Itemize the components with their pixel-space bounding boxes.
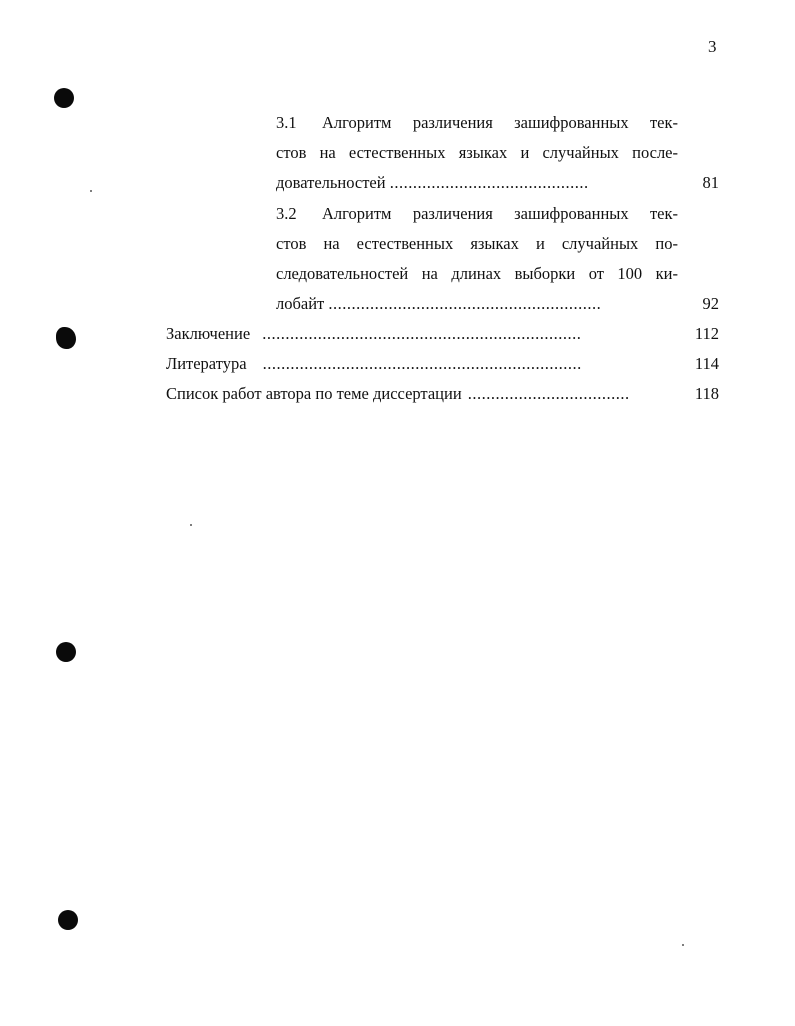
toc-3-2-line-2 — [276, 233, 678, 255]
toc-word: языках — [458, 143, 508, 162]
toc-word: зашифрованных — [514, 113, 629, 132]
binder-hole — [56, 327, 76, 349]
toc-word: стов — [276, 234, 307, 253]
toc-word: тек- — [649, 204, 678, 223]
toc-3-2-line-3 — [276, 263, 678, 285]
toc-word: по- — [655, 234, 678, 253]
toc-literature-title: Литература — [166, 354, 247, 373]
scan-speck — [682, 944, 684, 946]
toc-word: лобайт — [276, 294, 325, 313]
toc-literature-page: 114 — [694, 354, 719, 373]
toc-3-2-page: 92 — [702, 294, 719, 313]
scan-speck — [90, 190, 92, 192]
toc-leader-dots: ................................... — [467, 384, 630, 403]
toc-3-2-number: 3.2 — [276, 204, 297, 223]
toc-word: на — [319, 143, 336, 162]
toc-word: случайных — [542, 143, 619, 162]
toc-conclusion-line — [166, 323, 678, 345]
toc-word: стов — [276, 143, 307, 162]
toc-works-title: Список работ автора по теме диссертации — [166, 384, 462, 403]
toc-3-2-line-1 — [276, 203, 678, 225]
toc-word: тек- — [649, 113, 678, 132]
binder-hole — [54, 88, 74, 108]
toc-leader-dots: ........................................................... — [328, 294, 602, 313]
toc-word: выборки — [514, 264, 576, 283]
toc-3-1-page: 81 — [702, 173, 719, 192]
toc-word: от — [588, 264, 604, 283]
toc-word: и — [535, 234, 545, 253]
toc-leader-dots: ..................................................................... — [262, 324, 582, 343]
toc-word: 100 — [617, 264, 643, 283]
toc-word: на — [323, 234, 340, 253]
toc-word: довательностей — [276, 173, 386, 192]
toc-word: длинах — [451, 264, 502, 283]
toc-word: случайных — [561, 234, 639, 253]
toc-3-2-line-4 — [276, 293, 678, 315]
toc-word: естественных — [348, 143, 446, 162]
toc-works-line — [166, 383, 678, 405]
toc-conclusion-title: Заключение — [166, 324, 251, 343]
toc-leader-dots: ........................................... — [389, 173, 589, 192]
toc-literature-line — [166, 353, 678, 375]
toc-word: следовательностей — [276, 264, 409, 283]
binder-hole — [58, 910, 78, 930]
toc-word: различения — [412, 113, 493, 132]
binder-hole — [56, 642, 76, 662]
toc-word: зашифрованных — [514, 204, 629, 223]
toc-3-1-line-2 — [276, 142, 678, 164]
page-number: 3 — [708, 37, 717, 56]
toc-word: различения — [412, 204, 493, 223]
toc-word: естественных — [356, 234, 454, 253]
toc-3-1-number: 3.1 — [276, 113, 297, 132]
toc-works-page: 118 — [694, 384, 719, 403]
toc-word: на — [421, 264, 438, 283]
scan-speck — [190, 524, 192, 526]
toc-3-1-line-1 — [276, 112, 678, 134]
toc-word: после- — [632, 143, 678, 162]
toc-conclusion-page: 112 — [694, 324, 719, 343]
toc-leader-dots: ..................................................................... — [262, 354, 582, 373]
toc-word: Алгоритм — [322, 113, 392, 132]
toc-3-1-line-3 — [276, 172, 678, 194]
toc-word: ки- — [655, 264, 678, 283]
toc-word: языках — [470, 234, 519, 253]
toc-word: и — [520, 143, 530, 162]
toc-word: Алгоритм — [322, 204, 392, 223]
